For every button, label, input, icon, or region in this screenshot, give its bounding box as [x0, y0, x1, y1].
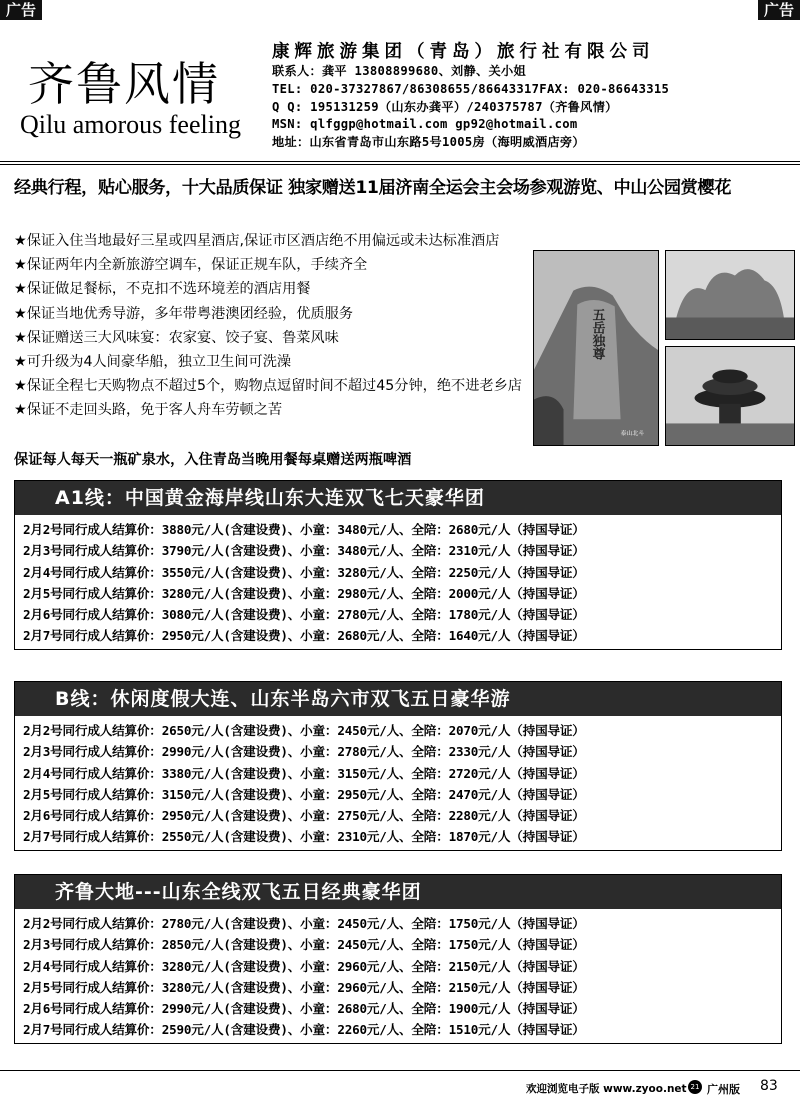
feature-item: ★保证入住当地最好三星或四星酒店,保证市区酒店绝不用偏远或未达标准酒店 — [14, 233, 500, 249]
price-list — [15, 909, 781, 1043]
route-b — [14, 681, 782, 851]
price-row: 2月6号同行成人结算价：2990元/人(含建设费)、小童：2680元/人、全陪：1900元/人（持国导证） — [23, 1001, 585, 1017]
feature-item: ★保证赠送三大风味宴：农家宴、饺子宴、鲁菜风味 — [14, 329, 339, 346]
logo-chinese: 齐鲁风情 — [28, 57, 220, 111]
route-a1 — [14, 480, 782, 650]
company-name: 康辉旅游集团（青岛）旅行社有限公司 — [272, 42, 655, 62]
page-footer — [0, 1070, 800, 1100]
route-title: B线：休闲度假大连、山东半岛六市双飞五日豪华游 — [15, 682, 781, 716]
price-row: 2月6号同行成人结算价：3080元/人(含建设费)、小童：2780元/人、全陪：1780元/人（持国导证） — [23, 607, 585, 623]
photo-may-fourth-square — [665, 346, 795, 446]
price-list — [15, 515, 781, 649]
price-row: 2月4号同行成人结算价：3550元/人(含建设费)、小童：3280元/人、全陪：2250元/人（持国导证） — [23, 564, 585, 580]
price-list — [15, 716, 781, 850]
price-row: 2月4号同行成人结算价：3280元/人(含建设费)、小童：2960元/人、全陪：2150元/人（持国导证） — [23, 958, 585, 974]
price-row: 2月2号同行成人结算价：3880元/人(含建设费)、小童：3480元/人、全陪：2680元/人（持国导证） — [23, 522, 585, 537]
ad-label-right: 广告 — [758, 0, 800, 20]
feature-item: ★保证全程七天购物点不超过5个，购物点逗留时间不超过45分钟，绝不进老乡店 — [14, 378, 522, 395]
feature-item: ★保证做足餐标，不克扣不选环境差的酒店用餐 — [14, 281, 311, 298]
price-row: 2月5号同行成人结算价：3280元/人(含建设费)、小童：2980元/人、全陪：2000元/人（持国导证） — [23, 585, 585, 601]
feature-item: ★保证当地优秀导游，多年带粤港澳团经验，优质服务 — [14, 305, 354, 322]
price-row: 2月6号同行成人结算价：2950元/人(含建设费)、小童：2750元/人、全陪：2280元/人（持国导证） — [23, 808, 585, 824]
price-row: 2月3号同行成人结算价：2850元/人(含建设费)、小童：2450元/人、全陪：1750元/人（持国导证） — [23, 937, 585, 953]
contact-phone: TEL: 020-37327867/86308655/86643317FAX: 020-86643315 — [272, 81, 670, 96]
feature-item: ★可升级为4人间豪华船，独立卫生间可洗澡 — [14, 354, 292, 371]
feature-item: ★保证两年内全新旅游空调车，保证正规车队，手续齐全 — [14, 257, 368, 274]
stone-caption: 泰山北斗 — [620, 431, 645, 438]
contact-person: 联系人：龚平 13808899680、刘静、关小姐 — [272, 64, 526, 78]
footer-logo-icon: 21 — [688, 1080, 702, 1094]
contact-address: 地址：山东省青岛市山东路5号1005房（海明威酒店旁） — [272, 135, 585, 150]
route-title: A1线：中国黄金海岸线山东大连双飞七天豪华团 — [15, 481, 781, 515]
page-number: 83 — [760, 1078, 778, 1094]
ad-label-left: 广告 — [0, 0, 42, 20]
headline: 经典行程，贴心服务，十大品质保证 独家赠送11届济南全运会主会场参观游览、中山公园赏樱花 — [14, 178, 731, 198]
contact-qq: Q Q: 195131259（山东办龚平）/240375787（齐鲁风情） — [272, 99, 618, 114]
price-row: 2月3号同行成人结算价：3790元/人(含建设费)、小童：3480元/人、全陪：2310元/人（持国导证） — [23, 543, 585, 559]
price-row: 2月5号同行成人结算价：3280元/人(含建设费)、小童：2960元/人、全陪：2150元/人（持国导证） — [23, 979, 585, 995]
price-row: 2月5号同行成人结算价：3150元/人(含建设费)、小童：2950元/人、全陪：2470元/人（持国导证） — [23, 786, 585, 802]
extra-note: 保证每人每天一瓶矿泉水，入住青岛当晚用餐每桌赠送两瓶啤酒 — [14, 452, 412, 468]
footer-site: 欢迎浏览电子版 www.zyoo.net — [526, 1083, 687, 1095]
photo-sculpture-group — [665, 250, 795, 340]
feature-list — [14, 229, 534, 423]
route-qilu — [14, 874, 782, 1044]
logo-english: Qilu amorous feeling — [20, 110, 241, 139]
price-row: 2月7号同行成人结算价：2950元/人(含建设费)、小童：2680元/人、全陪：1640元/人（持国导证） — [23, 628, 585, 644]
photo-mount-tai-stone — [533, 250, 659, 446]
footer-edition: 广州版 — [707, 1083, 740, 1096]
price-row: 2月3号同行成人结算价：2990元/人(含建设费)、小童：2780元/人、全陪：2330元/人（持国导证） — [23, 744, 585, 760]
price-row: 2月7号同行成人结算价：2590元/人(含建设费)、小童：2260元/人、全陪：1510元/人（持国导证） — [23, 1022, 585, 1038]
price-row: 2月7号同行成人结算价：2550元/人(含建设费)、小童：2310元/人、全陪：1870元/人（持国导证） — [23, 829, 585, 845]
route-title: 齐鲁大地---山东全线双飞五日经典豪华团 — [15, 875, 781, 909]
feature-item: ★保证不走回头路，免于客人舟车劳顿之苦 — [14, 402, 283, 419]
company-header — [0, 20, 800, 165]
company-info — [272, 38, 792, 152]
contact-msn: MSN: qlfggp@hotmail.com gp92@hotmail.com — [272, 117, 578, 132]
stone-text-1: 五岳独尊 — [589, 308, 605, 360]
price-row: 2月2号同行成人结算价：2650元/人(含建设费)、小童：2450元/人、全陪：2070元/人（持国导证） — [23, 723, 585, 738]
price-row: 2月2号同行成人结算价：2780元/人(含建设费)、小童：2450元/人、全陪：1750元/人（持国导证） — [23, 916, 585, 931]
price-row: 2月4号同行成人结算价：3380元/人(含建设费)、小童：3150元/人、全陪：2720元/人（持国导证） — [23, 765, 585, 781]
